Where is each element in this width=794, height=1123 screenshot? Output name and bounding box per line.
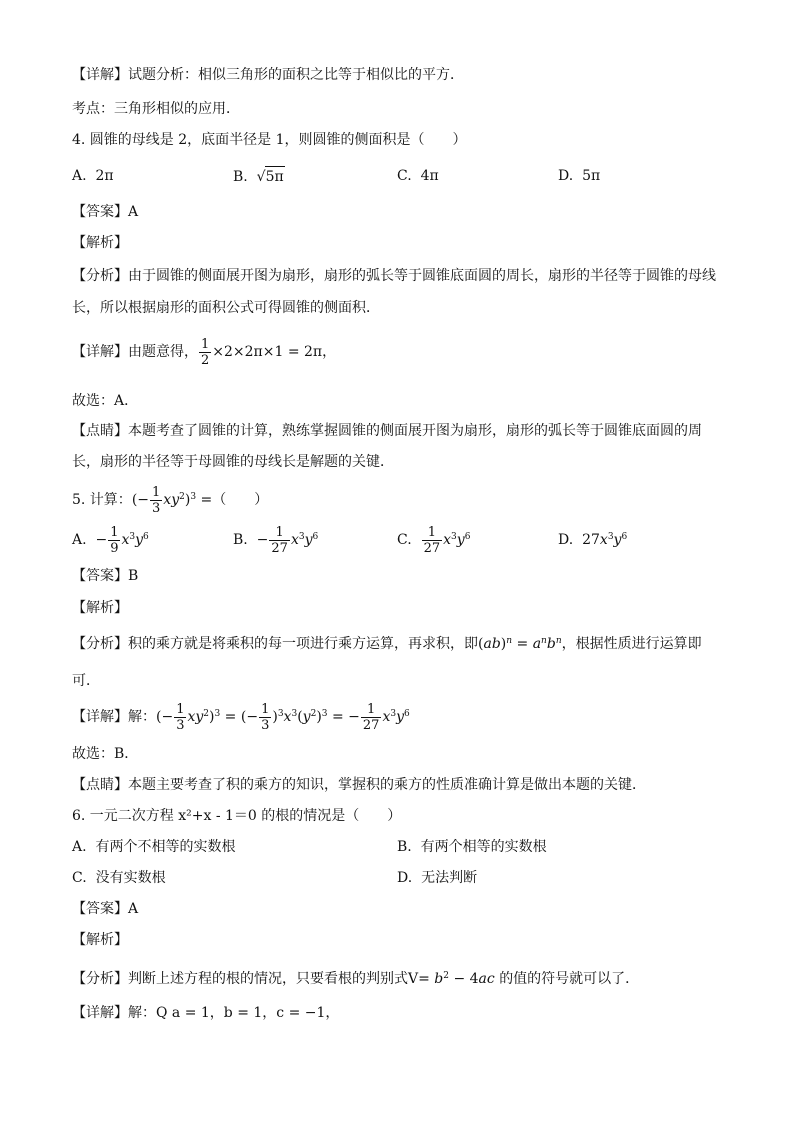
q5-comment: 【点睛】本题主要考查了积的乘方的知识，掌握积的乘方的性质准确计算是做出本题的关键． [72,777,646,793]
q4-comment-line-2: 长，扇形的半径等于母圆锥的母线长是解题的关键． [72,454,394,470]
q5-choice: 故选：B． [72,746,139,762]
q4-answer: 【答案】A [72,204,139,220]
question-5: 5. 计算：(− $\frac{1}{3}$ $xy^2)^3$ =（ ） [72,484,269,516]
q4-choice: 故选：A． [72,393,139,409]
question-4: 4. 圆锥的母线是 2，底面半径是 1，则圆锥的侧面积是（ ） [72,132,467,148]
q4-option-a: A. 2π [72,168,114,184]
q5-option-d: D. $27x^3y^6$ [558,532,628,548]
q6-option-c: C. 没有实数根 [72,870,166,886]
q4-option-c: C. 4π [397,168,439,184]
knowledge-point: 考点：三角形相似的应用． [72,101,240,117]
solution-line: 【详解】试题分析：相似三角形的面积之比等于相似比的平方． [72,67,464,83]
q5-analysis-heading: 【解析】 [72,600,128,616]
q4-comment-line-1: 【点睛】本题考查了圆锥的计算，熟练掌握圆锥的侧面展开图为扇形，扇形的弧长等于圆锥底面圆的周 [72,423,702,439]
q6-analysis-heading: 【解析】 [72,932,128,948]
q5-analysis-line-1: 【分析】积的乘方就是将乘积的每一项进行乘方运算，再求积，即$(ab)^n = a^nb^n$，根据性质进行运算即 [72,636,702,652]
q4-analysis-heading: 【解析】 [72,235,128,251]
q5-option-b: B. − $\frac{1}{27}$ $x^3y^6$ [233,524,319,556]
fraction-one-half: $\frac{1}{2}$ [201,336,210,368]
q6-option-d: D. 无法判断 [397,870,478,886]
q6-analysis: 【分析】判断上述方程的根的情况，只要看根的判别式$V= b^2 - 4ac$ 的值的符号就可以了． [72,971,640,987]
q4-analysis-line-2: 长，所以根据扇形的面积公式可得圆锥的侧面积． [72,300,380,316]
q4-option-b: B. √5π [233,166,285,187]
q5-answer: 【答案】B [72,568,139,584]
q6-option-a: A. 有两个不相等的实数根 [72,839,236,855]
q6-answer: 【答案】A [72,901,139,917]
q5-analysis-line-2: 可． [72,673,100,689]
question-6: 6. 一元二次方程 x²+x - 1＝0 的根的情况是（ ） [72,808,402,824]
q6-detail: 【详解】解：Q a = 1，b = 1，c = −1， [72,1005,340,1021]
q4-analysis-line-1: 【分析】由于圆锥的侧面展开图为扇形，扇形的弧长等于圆锥底面圆的周长，扇形的半径等于圆锥的母线 [72,268,716,284]
q5-option-a: A. − $\frac{1}{9}$ $x^3y^6$ [72,524,149,556]
q5-option-c: C. $\frac{1}{27}$ $x^3y^6$ [397,524,471,556]
q5-detail: 【详解】解：(− $\frac{1}{3}$ $xy^2)^3$ = (− $\frac{1}{3}$ )$^3x^3(y^2)^3$ = − $\frac{1}{27}$ $x^3y^6$ [72,701,410,733]
q6-option-b: B. 有两个相等的实数根 [397,839,547,855]
q4-option-d: D. 5π [558,168,601,184]
q4-detail: 【详解】由题意得， $\frac{1}{2}$ ×2×2π×1 = 2π， [72,336,337,368]
